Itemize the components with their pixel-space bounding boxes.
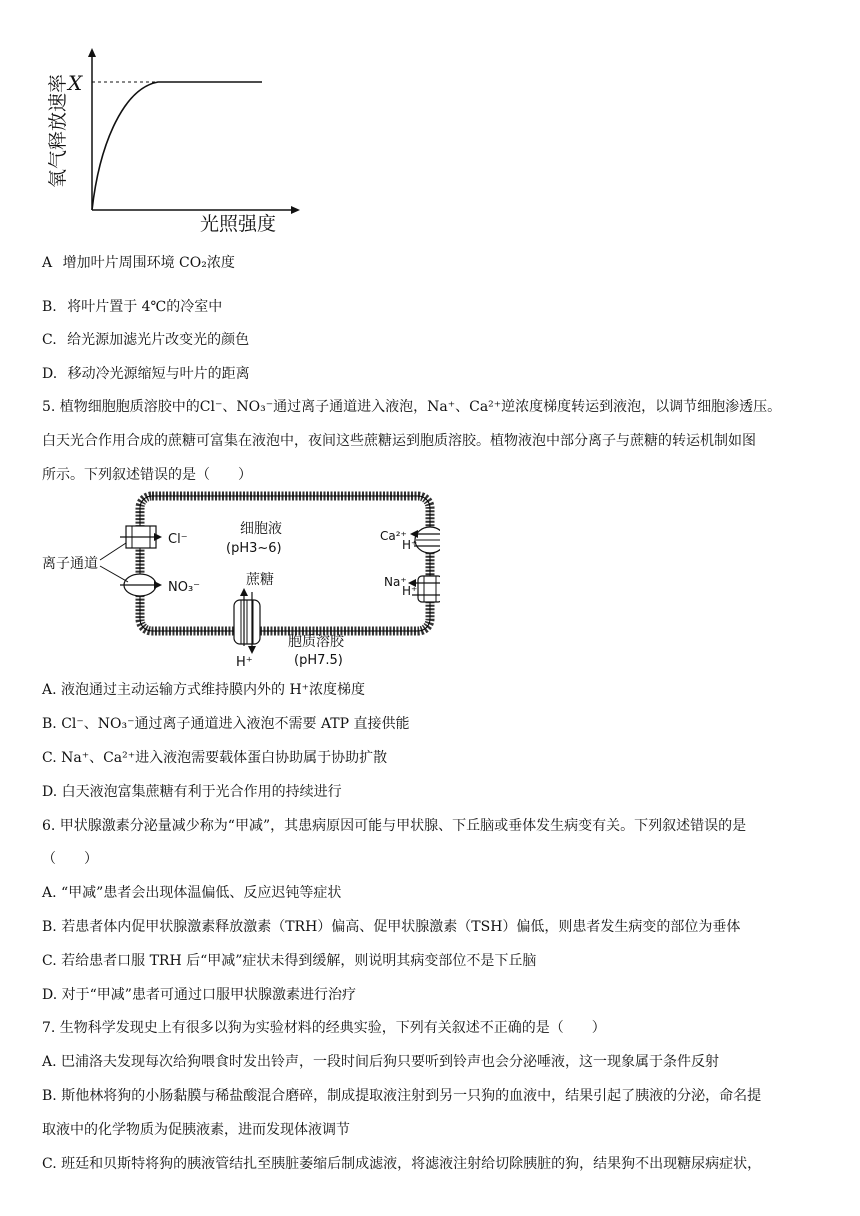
plateau-label: X	[68, 71, 83, 95]
q6-option-d: D. 对于“甲减”患者可通过口服甲状腺激素进行治疗	[42, 987, 356, 1003]
sucrose-transporter	[234, 588, 260, 654]
q5-option-a: A. 液泡通过主动运输方式维持膜内外的 H⁺浓度梯度	[42, 682, 366, 698]
option-letter: C.	[42, 332, 57, 348]
q5-option-d: D. 白天液泡富集蔗糖有利于光合作用的持续进行	[42, 784, 342, 800]
q4-option-d	[42, 365, 830, 383]
no3-channel	[120, 574, 162, 596]
oxygen-rate-graph	[40, 40, 310, 240]
x-axis-arrow	[291, 206, 300, 214]
cell-sap-ph: (pH3~6)	[226, 541, 282, 556]
q5-stem-line-3: 所示。下列叙述错误的是（ ）	[42, 467, 252, 483]
option-letter: B.	[42, 299, 57, 315]
q6-stem-line-2: （ ）	[42, 851, 98, 867]
cytosol-label: 胞质溶胶	[288, 634, 344, 650]
q6-stem-line-1: 6. 甲状腺激素分泌量减少称为“甲减”，其患病原因可能与甲状腺、下丘脑或垂体发生病变有关。下列叙述错误的是	[42, 818, 747, 834]
cl-label: Cl⁻	[168, 532, 188, 547]
y-axis-arrow	[88, 48, 96, 57]
option-letter: A	[42, 255, 53, 271]
q4-option-b	[42, 298, 830, 316]
q7-option-b-line-2: 取液中的化学物质为促胰液素，进而发现体液调节	[42, 1122, 350, 1138]
cytosol-ph: (pH7.5)	[294, 653, 343, 668]
q7-option-a: A. 巴浦洛夫发现每次给狗喂食时发出铃声，一段时间后狗只要听到铃声也会分泌唾液，这一现象属于条件反射	[42, 1054, 720, 1070]
vacuole-transport-diagram	[40, 488, 440, 670]
q5-stem-line-2: 白天光合作用合成的蔗糖可富集在液泡中，夜间这些蔗糖运到胞质溶胶。植物液泡中部分离子与蔗糖的转运机制如图	[42, 433, 756, 449]
q6-option-a: A. “甲减”患者会出现体温偏低、反应迟钝等症状	[42, 885, 342, 901]
ca-label: Ca²⁺	[380, 529, 407, 543]
no3-label: NO₃⁻	[168, 580, 201, 595]
y-axis-label: 氧气释放速率	[47, 73, 69, 188]
ion-channel-label: 离子通道	[42, 556, 98, 572]
q5-option-c: C. Na⁺、Ca²⁺进入液泡需要载体蛋白协助属于协助扩散	[42, 750, 388, 766]
q6-option-c: C. 若给患者口服 TRH 后“甲减”症状未得到缓解，则说明其病变部位不是下丘脑	[42, 953, 537, 969]
option-letter: D.	[42, 366, 58, 382]
option-text: 移动冷光源缩短与叶片的距离	[67, 366, 250, 382]
option-text: 将叶片置于 4℃的冷室中	[67, 299, 223, 315]
q7-option-c: C. 班廷和贝斯特将狗的胰液管结扎至胰脏萎缩后制成滤液，将滤液注射给切除胰脏的狗，结果狗不出现糖尿病症状，	[42, 1156, 762, 1172]
q5-stem-line-1: 5. 植物细胞胞质溶胶中的Cl⁻、NO₃⁻通过离子通道进入液泡，Na⁺、Ca²⁺逆浓度梯度转运到液泡，以调节细胞渗透压。	[42, 399, 782, 415]
option-text: 增加叶片周围环境 CO₂浓度	[62, 255, 235, 271]
h-right-top: H⁺	[402, 538, 418, 552]
q4-option-a	[42, 254, 830, 272]
rate-curve	[92, 82, 262, 210]
h-bottom-label: H⁺	[236, 655, 253, 670]
sucrose-label: 蔗糖	[246, 572, 274, 588]
na-label: Na⁺	[384, 575, 407, 589]
x-axis-label: 光照强度	[200, 213, 277, 235]
q4-option-c	[42, 331, 830, 349]
option-text: 给光源加滤光片改变光的颜色	[67, 332, 250, 348]
q5-option-b: B. Cl⁻、NO₃⁻通过离子通道进入液泡不需要 ATP 直接供能	[42, 716, 410, 732]
cl-channel	[120, 526, 162, 548]
cell-sap-label: 细胞液	[240, 521, 282, 537]
q7-stem: 7. 生物科学发现史上有很多以狗为实验材料的经典实验，下列有关叙述不正确的是（ ）	[42, 1020, 606, 1036]
h-right-bottom: H⁺	[402, 584, 418, 598]
q7-option-b-line-1: B. 斯他林将狗的小肠黏膜与稀盐酸混合磨碎，制成提取液注射到另一只狗的血液中，结果引起了胰液的分泌，命名提	[42, 1088, 762, 1104]
vacuole-membrane	[140, 496, 430, 631]
q6-option-b: B. 若患者体内促甲状腺激素释放激素（TRH）偏高、促甲状腺激素（TSH）偏低，则患者发生病变的部位为垂体	[42, 919, 741, 935]
